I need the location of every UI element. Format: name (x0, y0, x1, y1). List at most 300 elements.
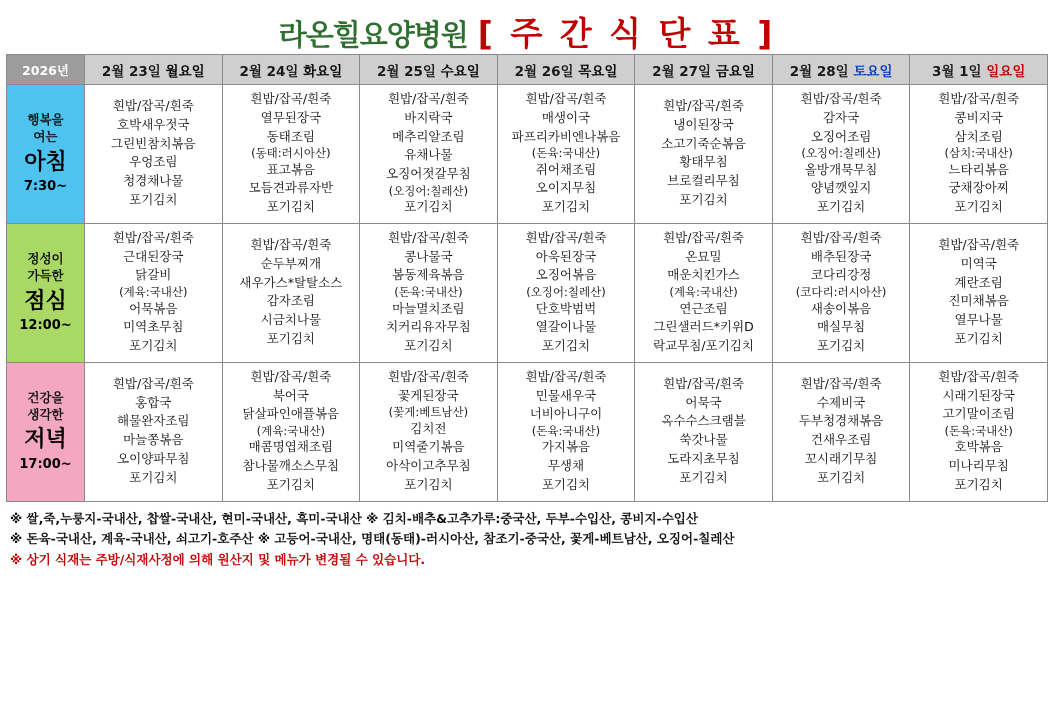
header-day-6 (910, 55, 1048, 85)
dish-item (87, 116, 220, 135)
dish-name: 치커리유자무침 (386, 319, 471, 335)
dish-name: 무생채 (547, 458, 585, 474)
dish-name: 유채나물 (404, 147, 453, 163)
dish-item (912, 292, 1045, 311)
meal-caption-top2: 여는 (33, 128, 58, 144)
menu-cell (360, 362, 498, 501)
dish-item (500, 476, 633, 495)
dish-name: 흰밥/잡곡/흰죽 (663, 229, 744, 245)
footnote-line-3: ※ 상기 식재는 주방/식재사정에 의해 원산지 및 메뉴가 변경될 수 있습니다. (10, 551, 426, 567)
dish-name: 동태조림 (266, 128, 315, 144)
menu-cell (635, 223, 773, 362)
dish-name: 옥수수스크램블 (661, 413, 746, 429)
dish-name: 김치전 (410, 420, 447, 436)
dish-item (225, 161, 358, 180)
menu-cell (497, 85, 635, 224)
dish-name: 바지락국 (404, 109, 453, 125)
dish-item (225, 405, 358, 438)
meal-name: 저녁 (24, 427, 67, 453)
dish-name: 모듬견과류자반 (248, 180, 334, 196)
dish-item (87, 229, 220, 248)
dish-item (775, 450, 908, 469)
dish-item (362, 368, 495, 387)
dish-item (362, 318, 495, 337)
dish-name: 건새우조림 (810, 432, 872, 448)
dish-name: 미역국 (960, 255, 997, 271)
dish-item (225, 330, 358, 349)
dish-item (225, 198, 358, 217)
menu-cell (635, 362, 773, 501)
meal-row (7, 85, 1048, 224)
dish-name: 매운치킨가스 (667, 267, 740, 283)
dish-item (775, 412, 908, 431)
dish-name: 배추된장국 (810, 248, 872, 264)
dish-origin: (꽃게:베트남산) (388, 405, 469, 420)
header-day-5-date: 2월 28일 (789, 63, 849, 80)
dish-item (637, 469, 770, 488)
dish-name: 가지볶음 (541, 439, 591, 455)
dish-item (87, 97, 220, 116)
dish-item (500, 368, 633, 387)
dish-item (912, 387, 1045, 406)
dish-name: 느타리볶음 (948, 161, 1009, 177)
dish-item (362, 476, 495, 495)
menu-cell (772, 362, 910, 501)
dish-name: 그린빈참치볶음 (111, 135, 196, 151)
dish-item (500, 337, 633, 356)
dish-name: 열무된장국 (260, 109, 322, 125)
dish-item (225, 255, 358, 274)
dish-item (637, 412, 770, 431)
dish-name: 새송이볶음 (810, 300, 872, 316)
dish-name: 시금치나물 (260, 312, 322, 328)
dish-item (775, 161, 908, 180)
meal-row (7, 223, 1048, 362)
menu-cell (360, 85, 498, 224)
dish-name: 흰밥/잡곡/흰죽 (800, 229, 882, 245)
dish-item (362, 337, 495, 356)
dish-item (87, 191, 220, 210)
dish-name: 너비아니구이 (529, 406, 603, 422)
dish-name: 포기김치 (404, 338, 453, 353)
dish-name: 냉이된장국 (673, 116, 734, 132)
dish-item (362, 457, 495, 476)
dish-name: 포기김치 (954, 330, 1003, 346)
dish-name: 포기김치 (954, 199, 1003, 215)
dish-item (87, 394, 220, 413)
dish-item (912, 457, 1045, 476)
dish-item (362, 165, 495, 198)
meal-label-2 (7, 362, 85, 501)
dish-name: 메추리알조림 (392, 128, 465, 144)
dish-origin: (오징어:칠레산) (388, 183, 469, 198)
page-title (6, 4, 1048, 52)
dish-name: 흰밥/잡곡/흰죽 (938, 368, 1020, 384)
dish-name: 매콤명엽채조림 (248, 439, 334, 455)
dish-origin: (돈육:국내산) (944, 424, 1013, 438)
dish-item (500, 161, 633, 180)
menu-cell (222, 362, 360, 501)
dish-item (775, 90, 908, 109)
header-day-0 (85, 55, 223, 85)
header-day-5-dow: 토요일 (853, 63, 893, 80)
dish-item (912, 128, 1045, 161)
dish-item (637, 337, 770, 356)
dish-item (912, 274, 1045, 293)
dish-item (637, 229, 770, 248)
dish-name: 수제비국 (816, 394, 866, 410)
dish-origin: (오징어:칠레산) (526, 285, 606, 300)
dish-name: 흰밥/잡곡/흰죽 (387, 91, 469, 106)
dish-item (87, 337, 220, 356)
menu-cell (222, 85, 360, 224)
meal-name: 아침 (24, 149, 67, 175)
dish-item (500, 457, 633, 476)
dish-item (87, 153, 220, 172)
dish-item (225, 476, 358, 495)
header-day-1-date: 2월 24일 (239, 63, 299, 80)
dish-item (500, 300, 633, 319)
dish-item (500, 109, 633, 128)
dish-name: 포기김치 (129, 191, 178, 207)
dish-item (775, 128, 908, 161)
dish-item (225, 236, 358, 255)
dish-item (87, 375, 220, 394)
header-day-0-dow: 월요일 (165, 63, 205, 80)
meal-caption-top: 정성이 (27, 250, 64, 266)
dish-item (912, 179, 1045, 198)
dish-name: 오징어젓갈무침 (386, 166, 471, 181)
dish-name: 포기김치 (816, 469, 866, 485)
menu-cell (772, 85, 910, 224)
dish-item (912, 438, 1045, 457)
dish-name: 오이양파무침 (117, 450, 190, 466)
dish-origin: (돈육:국내산) (394, 285, 463, 300)
header-day-3 (497, 55, 635, 85)
meal-caption-top2: 가득한 (27, 267, 64, 283)
dish-item (225, 292, 358, 311)
dish-name: 닭갈비 (135, 267, 172, 283)
dish-name: 코다리강정 (810, 267, 872, 283)
dish-name: 흰밥/잡곡/흰죽 (800, 375, 882, 391)
dish-origin: (돈육:국내산) (531, 424, 601, 438)
dish-name: 어묵국 (685, 394, 722, 410)
dish-name: 흰밥/잡곡/흰죽 (663, 375, 744, 391)
meal-label-0 (7, 85, 85, 224)
dish-name: 어묵볶음 (129, 300, 178, 316)
dish-name: 진미채볶음 (948, 293, 1009, 309)
meal-name: 점심 (24, 288, 67, 314)
menu-cell (910, 362, 1048, 501)
dish-name: 청경채나물 (123, 173, 184, 189)
dish-item (362, 248, 495, 267)
dish-item (362, 300, 495, 319)
dish-origin: (동태:러시아산) (251, 146, 331, 161)
dish-item (775, 469, 908, 488)
dish-name: 황태무침 (679, 154, 728, 170)
dish-name: 연근조림 (679, 300, 728, 316)
dish-name: 흰밥/잡곡/흰죽 (525, 91, 607, 106)
dish-name: 근대된장국 (123, 248, 184, 264)
dish-item (637, 375, 770, 394)
dish-item (775, 248, 908, 267)
dish-item (637, 248, 770, 267)
weekly-menu-table (6, 54, 1048, 502)
dish-name: 흰밥/잡곡/흰죽 (525, 368, 607, 384)
dish-item (225, 438, 358, 457)
dish-item (637, 450, 770, 469)
dish-name: 그린샐러드*키위D (653, 319, 754, 335)
dish-name: 닭살파인애플볶음 (242, 406, 340, 422)
dish-name: 흰밥/잡곡/흰죽 (525, 229, 607, 245)
dish-item (225, 109, 358, 128)
header-day-4-date: 2월 27일 (652, 63, 712, 80)
dish-name: 마늘멸치조림 (392, 300, 465, 316)
dish-item (362, 229, 495, 248)
dish-item (637, 318, 770, 337)
meal-time: 17:00~ (19, 457, 72, 473)
dish-name: 포기김치 (816, 338, 866, 353)
dish-name: 감자조림 (266, 293, 315, 309)
dish-origin: (코다리:러시아산) (795, 285, 887, 300)
dish-item (87, 450, 220, 469)
dish-name: 흰밥/잡곡/흰죽 (250, 368, 332, 384)
dish-item (87, 469, 220, 488)
dish-item (912, 161, 1045, 180)
header-day-3-dow: 목요일 (578, 63, 618, 80)
dish-item (87, 172, 220, 191)
dish-item (87, 135, 220, 154)
dish-item (500, 198, 633, 217)
dish-name: 아삭이고추무침 (386, 458, 471, 474)
dish-name: 꼬시래기무침 (804, 450, 878, 466)
document-title: [ 주 간 식 단 표 ] (477, 14, 776, 53)
dish-item (775, 109, 908, 128)
footnotes (6, 509, 1048, 571)
dish-name: 흰밥/잡곡/흰죽 (250, 91, 332, 106)
menu-cell (85, 85, 223, 224)
dish-item (912, 236, 1045, 255)
dish-name: 포기김치 (129, 338, 178, 353)
hospital-name: 라온힐요양병원 (278, 18, 468, 52)
dish-item (225, 368, 358, 387)
dish-name: 아욱된장국 (535, 248, 597, 264)
meal-time: 12:00~ (19, 318, 72, 334)
dish-name: 오징어볶음 (535, 267, 597, 283)
dish-item (912, 311, 1045, 330)
dish-name: 계란조림 (954, 274, 1003, 290)
menu-cell (85, 223, 223, 362)
dish-item (912, 330, 1045, 349)
meal-time: 7:30~ (23, 179, 68, 195)
dish-item (637, 135, 770, 154)
dish-name: 포기김치 (679, 191, 728, 207)
dish-item (500, 90, 633, 109)
dish-name: 포기김치 (129, 469, 178, 485)
dish-item (225, 387, 358, 406)
dish-item (637, 172, 770, 191)
dish-name: 포기김치 (266, 199, 315, 215)
header-day-4-dow: 금요일 (715, 63, 755, 80)
dish-name: 감자국 (822, 109, 860, 125)
dish-item (500, 179, 633, 198)
dish-item (637, 266, 770, 299)
dish-name: 호박볶음 (954, 439, 1003, 455)
dish-name: 도라지초무침 (667, 450, 740, 466)
dish-name: 포기김치 (954, 476, 1003, 492)
dish-item (225, 457, 358, 476)
dish-name: 흰밥/잡곡/흰죽 (250, 237, 332, 253)
dish-name: 양념깻잎지 (810, 180, 872, 196)
menu-cell (360, 223, 498, 362)
menu-cell (497, 362, 635, 501)
dish-item (362, 438, 495, 457)
dish-item (775, 229, 908, 248)
dish-item (912, 109, 1045, 128)
dish-name: 포기김치 (541, 199, 591, 215)
dish-item (500, 438, 633, 457)
dish-item (775, 198, 908, 217)
header-day-3-date: 2월 26일 (514, 63, 574, 80)
dish-name: 봄동제육볶음 (392, 267, 465, 283)
menu-cell (635, 85, 773, 224)
dish-name: 흰밥/잡곡/흰죽 (938, 237, 1020, 253)
dish-name: 올방개묵무침 (804, 161, 878, 177)
dish-name: 흰밥/잡곡/흰죽 (387, 229, 469, 245)
dish-item (225, 90, 358, 109)
dish-item (500, 318, 633, 337)
dish-origin: (계육:국내산) (119, 285, 188, 300)
dish-item (775, 394, 908, 413)
meal-caption-top: 건강을 (27, 389, 64, 405)
dish-item (912, 255, 1045, 274)
dish-item (637, 153, 770, 172)
dish-item (500, 128, 633, 161)
dish-name: 고기말이조림 (942, 406, 1015, 422)
dish-name: 해물완자조림 (117, 413, 190, 429)
dish-item (225, 311, 358, 330)
dish-name: 시래기된장국 (942, 387, 1015, 403)
dish-item (87, 431, 220, 450)
dish-item (362, 387, 495, 420)
header-day-1 (222, 55, 360, 85)
dish-name: 미역초무침 (123, 319, 184, 335)
dish-item (775, 431, 908, 450)
dish-name: 순두부찌개 (260, 255, 322, 271)
dish-name: 단호박범벅 (535, 300, 597, 316)
dish-name: 포기김치 (541, 476, 591, 492)
dish-name: 포기김치 (404, 199, 453, 215)
dish-item (87, 412, 220, 431)
dish-item (225, 179, 358, 198)
dish-item (637, 300, 770, 319)
dish-item (362, 128, 495, 147)
dish-name: 새우가스*탈탈소스 (239, 274, 343, 290)
dish-item (775, 337, 908, 356)
dish-name: 포기김치 (404, 476, 453, 492)
dish-item (500, 229, 633, 248)
dish-item (637, 431, 770, 450)
dish-item (500, 405, 633, 438)
dish-name: 미역줄기볶음 (392, 439, 465, 455)
dish-name: 우엉조림 (129, 154, 178, 170)
header-day-2-dow: 수요일 (440, 63, 480, 80)
dish-name: 포기김치 (266, 330, 315, 346)
dish-item (775, 300, 908, 319)
dish-item (362, 90, 495, 109)
meal-row (7, 362, 1048, 501)
dish-name: 포기김치 (816, 199, 866, 215)
dish-item (775, 375, 908, 394)
dish-item (362, 420, 495, 439)
dish-item (362, 109, 495, 128)
dish-item (362, 146, 495, 165)
dish-item (912, 368, 1045, 387)
dish-name: 미나리무침 (948, 458, 1009, 474)
dish-item (637, 116, 770, 135)
dish-name: 흰밥/잡곡/흰죽 (387, 368, 469, 384)
dish-name: 쥐어채조림 (535, 161, 597, 177)
dish-name: 흰밥/잡곡/흰죽 (112, 229, 194, 245)
dish-name: 소고기죽순볶음 (661, 135, 746, 151)
dish-name: 매생이국 (541, 109, 591, 125)
table-header-row (7, 55, 1048, 85)
footnote-line-1: ※ 쌀,죽,누룽지-국내산, 찹쌀-국내산, 현미-국내산, 흑미-국내산 ※ 김치-배추&고추가루:중국산, 두부-수입산, 콩비지-수입산 (10, 510, 698, 526)
header-day-4 (635, 55, 773, 85)
dish-name: 매실무침 (816, 319, 866, 335)
dish-item (912, 90, 1045, 109)
meal-label-1 (7, 223, 85, 362)
header-day-2-date: 2월 25일 (377, 63, 436, 80)
dish-origin: (돈육:국내산) (531, 146, 601, 161)
header-day-6-date: 3월 1일 (931, 63, 982, 80)
dish-name: 흰밥/잡곡/흰죽 (800, 91, 882, 106)
dish-item (500, 248, 633, 267)
dish-origin: (계육:국내산) (256, 424, 326, 438)
footnote-line-2: ※ 돈육-국내산, 계육-국내산, 쇠고기-호주산 ※ 고등어-국내산, 명태(동태)-러시아산, 참조기-중국산, 꽃게-베트남산, 오징어-칠레산 (10, 531, 735, 547)
header-year: 2026년 (7, 55, 85, 85)
dish-name: 쑥갓나물 (679, 432, 728, 448)
header-day-1-dow: 화요일 (303, 63, 343, 80)
dish-name: 참나물깨소스무침 (242, 458, 340, 474)
dish-name: 삼치조림 (954, 128, 1003, 144)
dish-name: 락교무침/포기김치 (653, 338, 754, 353)
dish-name: 꽃게된장국 (398, 387, 459, 403)
dish-origin: (계육:국내산) (669, 285, 738, 300)
dish-name: 호박새우젓국 (117, 116, 190, 132)
dish-item (225, 274, 358, 293)
dish-item (775, 179, 908, 198)
dish-name: 표고볶음 (266, 161, 315, 177)
dish-name: 흰밥/잡곡/흰죽 (663, 98, 744, 114)
dish-name: 열무나물 (954, 312, 1003, 328)
dish-item (912, 405, 1045, 438)
dish-name: 민물새우국 (535, 387, 597, 403)
dish-item (87, 266, 220, 299)
dish-origin: (오징어:칠레산) (801, 146, 881, 161)
dish-name: 포기김치 (541, 338, 591, 353)
dish-item (362, 198, 495, 217)
meal-caption-top2: 생각한 (27, 406, 64, 422)
dish-name: 파프리카비엔나볶음 (511, 128, 621, 144)
dish-item (362, 266, 495, 299)
dish-item (500, 387, 633, 406)
menu-cell (85, 362, 223, 501)
dish-name: 흰밥/잡곡/흰죽 (938, 91, 1020, 106)
header-day-2 (360, 55, 498, 85)
dish-item (225, 128, 358, 161)
header-day-6-dow: 일요일 (986, 63, 1026, 80)
